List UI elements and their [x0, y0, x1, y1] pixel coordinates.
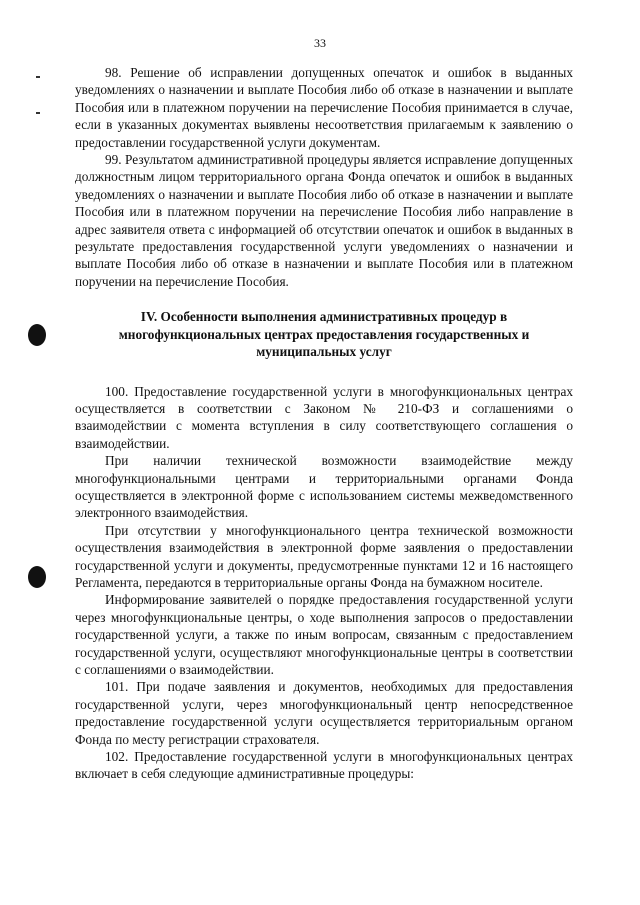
paragraph: При отсутствии у многофункционального центра технической возможности осуществления взаимодействия в электронной форме заявления о предоставлении государственной услуги и документы, предусмотренные пунктами 12 и 16 настоящего Регламента, передаются в территориальные органы Фонда на бумажном носителе.	[75, 522, 573, 590]
paragraph: 99. Результатом административной процедуры является исправление допущенных должностным лицом территориального органа Фонда опечаток и ошибок в выданных уведомлениях о назначении и выплате Пособия либо об отказе в назначении и выплате Пособия или в платежном поручении на перечисление Пособия либо направление в адрес заявителя ответа с информацией об отсутствии опечаток и ошибок в выданных в результате предоставления государственной услуги уведомлениях о назначении и выплате Пособия либо об отказе в назначении и выплате Пособия или в платежном поручении на перечисление Пособия.	[75, 152, 573, 289]
paragraph: 100. Предоставление государственной услуги в многофункциональных центрах осуществляется в соответствии с Законом № 210-ФЗ и соглашениями о взаимодействии с момента вступления в силу соответствующего соглашения о взаимодействии.	[75, 383, 573, 451]
paragraph: Информирование заявителей о порядке предоставления государственной услуги через многофункциональные центры, о ходе выполнения запросов о предоставлении государственной услуги, а также по иным вопросам, связанным с предоставлением государственной услуги, осуществляют многофункциональные центры в соответствии с соглашениями о взаимодействии.	[75, 592, 573, 677]
punch-hole	[28, 324, 46, 346]
page-number: 33	[314, 36, 326, 50]
scan-dot	[36, 112, 40, 114]
scan-dot	[36, 76, 40, 78]
paragraph: 101. При подаче заявления и документов, необходимых для предоставления государственной услуги, через многофункциональный центр непосредственное предоставление государственной услуги осуществляется территориальным органом Фонда по месту регистрации страхователя.	[75, 679, 573, 747]
document-body	[75, 64, 573, 783]
paragraph: 102. Предоставление государственной услуги в многофункциональных центрах включает в себя следующие административные процедуры:	[75, 749, 573, 782]
paragraph: При наличии технической возможности взаимодействие между многофункциональными центрами и территориальными органами Фонда осуществляется в электронной форме с использованием системы межведомственного электронного взаимодействия.	[75, 453, 573, 521]
section-heading: IV. Особенности выполнения административных процедур в многофункциональных центрах предоставления государственных и муниципальных услуг	[118, 309, 530, 360]
punch-hole	[28, 566, 46, 588]
paragraph: 98. Решение об исправлении допущенных опечаток и ошибок в выданных уведомлениях о назначении и выплате Пособия либо об отказе в назначении и выплате Пособия или в платежном поручении на перечисление Пособия принимается в случае, если в указанных документах выявлены несоответствия прилагаемым к заявлению о предоставлении государственной услуги документам.	[75, 65, 573, 150]
